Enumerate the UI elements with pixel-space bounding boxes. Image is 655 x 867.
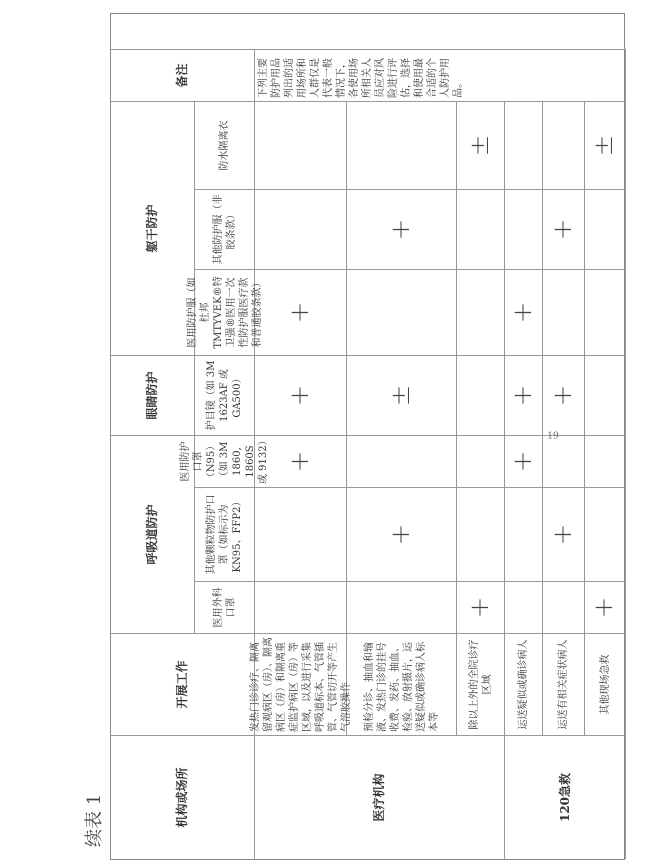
page-number: 19 xyxy=(547,431,559,442)
header-protective-gown: 医用防护服（如杜邦 TMTYVEK®特卫强®医用一次性防护服医疗款和普通胶条款） xyxy=(195,269,255,355)
header-respiratory: 呼吸道防护 xyxy=(111,435,195,633)
row-1-work: 发热门诊诊疗、隔离留观病区（房）、隔离病区（房）和隔离重症监护病区（房）等区域，以及进行采集呼吸道标本、气管插管、气管切开等产生气溶胶操作 xyxy=(255,633,347,735)
mark: + xyxy=(543,189,585,269)
mark: + xyxy=(505,435,543,487)
remarks-text: 下列主要防护用品列出的适用场所和人群仅是代表一般情况下，各使用场所相关人员应对风险进行评估，选择和使用最合适的个人防护用品。 xyxy=(255,49,626,101)
row-2-work: 预检分诊、抽血和输液、发热门诊的挂号收费、发药、抽血、检验、放射摄片，运送疑似或确诊病人标本等 xyxy=(347,633,457,735)
mark: + xyxy=(255,435,347,487)
header-n95-mask: 医用防护口罩（N95）（如 3M 1860, 1860S 或 9132） xyxy=(195,435,255,487)
mark: + xyxy=(585,581,626,633)
row-6-work: 其他现场急救 xyxy=(585,633,626,735)
table-caption: 续表 1 xyxy=(84,793,105,847)
row-3-work: 除以上外的全院诊疗区域 xyxy=(457,633,505,735)
mark: + xyxy=(347,487,457,581)
mark: + xyxy=(543,487,585,581)
header-waterproof-apron: 防水隔离衣 xyxy=(195,101,255,189)
header-org: 机构或场所 xyxy=(111,735,255,859)
mark: + xyxy=(543,355,585,435)
mark: + xyxy=(255,269,347,355)
header-work: 开展工作 xyxy=(111,633,255,735)
row-4-work: 运送疑似或确诊病人 xyxy=(505,633,543,735)
header-ffp2-mask: 其他颗粒物防护口罩（如标示为 KN95、FFP2） xyxy=(195,487,255,581)
mark: ± xyxy=(585,101,626,189)
header-remarks: 备注 xyxy=(111,49,255,101)
header-eye: 眼睛防护 xyxy=(111,355,195,435)
header-surgical-mask: 医用外科口罩 xyxy=(195,581,255,633)
header-other-gown: 其他防护服（非胶条款） xyxy=(195,189,255,269)
group-ems: 120急救 xyxy=(505,735,626,859)
mark: + xyxy=(505,269,543,355)
row-5-work: 运送有相关症状病人 xyxy=(543,633,585,735)
mark: ± xyxy=(457,101,505,189)
mark: + xyxy=(255,355,347,435)
mark: + xyxy=(347,189,457,269)
group-medical: 医疗机构 xyxy=(255,735,505,859)
mark: ± xyxy=(347,355,457,435)
header-goggles: 护目镜（如 3M 1623AF 或 GA500） xyxy=(195,355,255,435)
mark: + xyxy=(457,581,505,633)
header-body: 躯干防护 xyxy=(111,101,195,355)
mark: + xyxy=(505,355,543,435)
